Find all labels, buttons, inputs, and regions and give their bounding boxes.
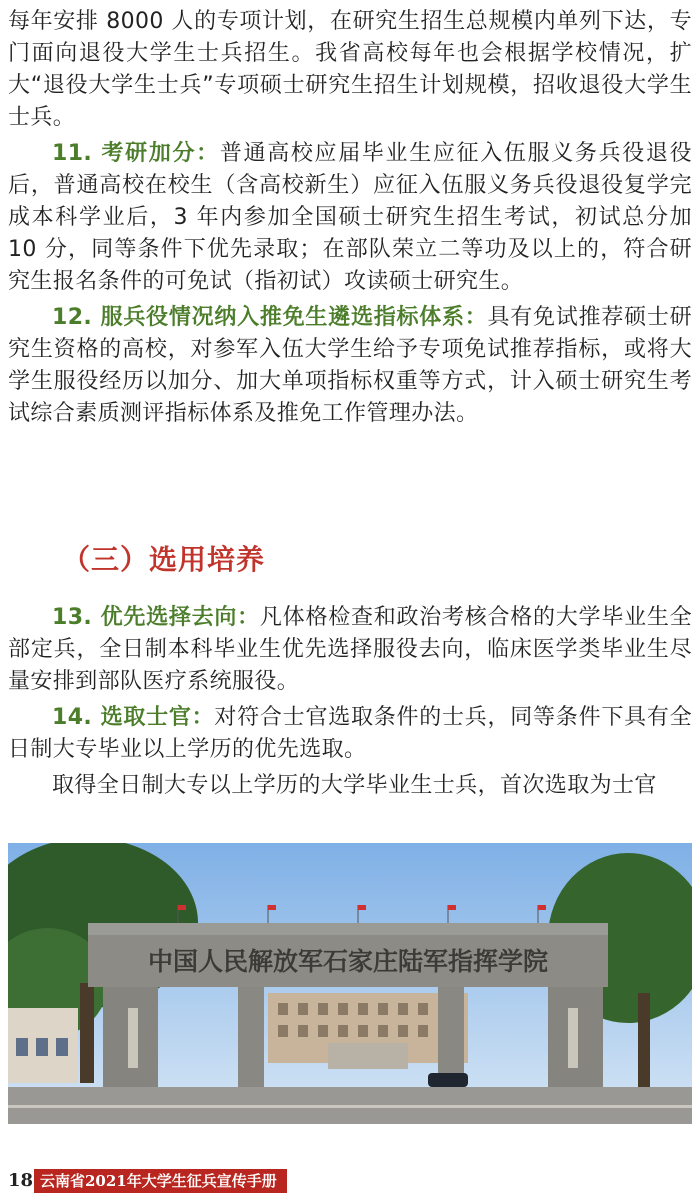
publication-title: 云南省2021年大学生征兵宣传手册 bbox=[34, 1169, 287, 1193]
item-11-text: 普通高校应届毕业生应征入伍服义务兵役退役后，普通高校在校生（含高校新生）应征入伍服义务兵役退役复学完成本科学业后，3 年内参加全国硕士研究生招生考试，初试总分加 10 分，同等条件下优先录取；在部队荣立二等功及以上的，符合研究生报名条件的可免试（指初试）攻读硕士研究生。 bbox=[8, 141, 692, 294]
body-text-bottom bbox=[0, 602, 700, 806]
item-13-label: 13. 优先选择去向： bbox=[52, 605, 260, 630]
paragraph-13 bbox=[8, 602, 692, 698]
section-heading: （三）选用培养 bbox=[62, 543, 266, 576]
item-14-label: 14. 选取士官： bbox=[52, 705, 215, 730]
item-11-label: 11. 考研加分： bbox=[52, 141, 220, 166]
page-footer bbox=[0, 1166, 700, 1201]
item-12-label: 12. 服兵役情况纳入推免生遴选指标体系： bbox=[52, 305, 488, 330]
item-14-text: 对符合士官选取条件的士兵，同等条件下具有全日制大专毕业以上学历的优先选取。 bbox=[8, 705, 693, 762]
paragraph-1-text: 每年安排 8000 人的专项计划，在研究生招生总规模内单列下达，专门面向退役大学生士兵招生。我省高校每年也会根据学校情况，扩大“退役大学生士兵”专项硕士研究生招生计划规模，招收退役大学生士兵。 bbox=[8, 9, 692, 130]
page-number: 18 bbox=[8, 1170, 34, 1191]
body-text-top bbox=[0, 6, 700, 434]
paragraph-15 bbox=[8, 770, 692, 802]
car-icon bbox=[428, 1073, 468, 1087]
paragraph-14 bbox=[8, 702, 692, 766]
paragraph-11 bbox=[8, 138, 692, 298]
paragraph-1 bbox=[8, 6, 692, 134]
gate-illustration bbox=[8, 843, 692, 1124]
gate-inscription: 中国人民解放军石家庄陆军指挥学院 bbox=[147, 947, 549, 976]
item-13-text: 凡体格检查和政治考核合格的大学毕业生全部定兵，全日制本科毕业生优先选择服役去向，临床医学类毕业生尽量安排到部队医疗系统服役。 bbox=[8, 605, 692, 694]
academy-gate-photo bbox=[8, 843, 692, 1124]
paragraph-12 bbox=[8, 302, 692, 430]
item-12-text: 具有免试推荐硕士研究生资格的高校，对参军入伍大学生给予专项免试推荐指标，或将大学生服役经历以加分、加大单项指标权重等方式，计入硕士研究生考试综合素质测评指标体系及推免工作管理办法。 bbox=[8, 305, 692, 426]
item-15-text: 取得全日制大专以上学历的大学毕业生士兵，首次选取为士官 bbox=[52, 773, 657, 798]
